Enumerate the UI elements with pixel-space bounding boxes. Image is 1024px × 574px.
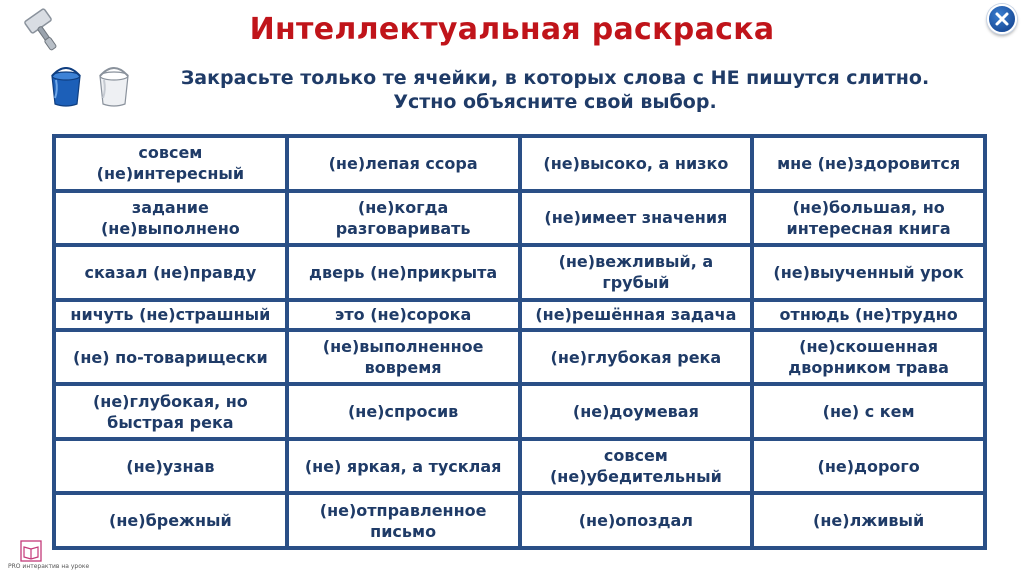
table-cell[interactable]: (не) с кем [754, 386, 983, 437]
instruction-text [150, 66, 960, 114]
table-cell[interactable]: совсем (не)убедительный [522, 441, 751, 492]
table-cell[interactable]: это (не)сорока [289, 302, 518, 328]
table-cell[interactable]: (не)глубокая, но быстрая река [56, 386, 285, 437]
table-cell[interactable]: (не)лепая ссора [289, 138, 518, 189]
table-cell[interactable]: задание (не)выполнено [56, 193, 285, 244]
book-logo-icon [20, 540, 42, 562]
footer-caption: PRO интерактив на уроке [8, 563, 90, 570]
table-cell[interactable]: (не) яркая, а тусклая [289, 441, 518, 492]
table-cell[interactable]: (не)выполненное вовремя [289, 332, 518, 383]
table-cell[interactable]: (не)скошенная дворником трава [754, 332, 983, 383]
paint-bucket-blue-icon[interactable] [46, 64, 86, 108]
table-row [56, 138, 983, 189]
table-cell[interactable]: (не)высоко, а низко [522, 138, 751, 189]
paint-bucket-white-icon[interactable] [94, 64, 134, 108]
table-cell[interactable]: (не)узнав [56, 441, 285, 492]
table-row [56, 302, 983, 328]
table-cell[interactable]: сказал (не)правду [56, 247, 285, 298]
table-row [56, 441, 983, 492]
table-cell[interactable]: (не)доумевая [522, 386, 751, 437]
table-cell[interactable]: дверь (не)прикрыта [289, 247, 518, 298]
table-cell[interactable]: совсем (не)интересный [56, 138, 285, 189]
table-cell[interactable]: (не)спросив [289, 386, 518, 437]
table-cell[interactable]: (не)отправленное письмо [289, 495, 518, 546]
instruction-line-1: Закрасьте только те ячейки, в которых слова с НЕ пишутся слитно. [180, 67, 930, 89]
table-cell[interactable]: (не) по-товарищески [56, 332, 285, 383]
page-title: Интеллектуальная раскраска [249, 12, 775, 47]
table-cell[interactable]: (не)имеет значения [522, 193, 751, 244]
table-row [56, 495, 983, 546]
table-cell[interactable]: (не)опоздал [522, 495, 751, 546]
table-cell[interactable]: (не)лживый [754, 495, 983, 546]
table-row [56, 332, 983, 383]
table-cell[interactable]: ничуть (не)страшный [56, 302, 285, 328]
table-cell[interactable]: мне (не)здоровится [754, 138, 983, 189]
instruction-line-2: Устно объясните свой выбор. [393, 91, 717, 113]
table-row [56, 193, 983, 244]
table-cell[interactable]: (не)дорого [754, 441, 983, 492]
table-cell[interactable]: (не)глубокая река [522, 332, 751, 383]
table-cell[interactable]: (не)когда разговаривать [289, 193, 518, 244]
table-row [56, 386, 983, 437]
word-table [52, 134, 987, 550]
table-cell[interactable]: отнюдь (не)трудно [754, 302, 983, 328]
table-cell[interactable]: (не)большая, но интересная книга [754, 193, 983, 244]
table-cell[interactable]: (не)вежливый, а грубый [522, 247, 751, 298]
table-cell[interactable]: (не)брежный [56, 495, 285, 546]
table-cell[interactable]: (не)выученный урок [754, 247, 983, 298]
table-cell[interactable]: (не)решённая задача [522, 302, 751, 328]
table-row [56, 247, 983, 298]
